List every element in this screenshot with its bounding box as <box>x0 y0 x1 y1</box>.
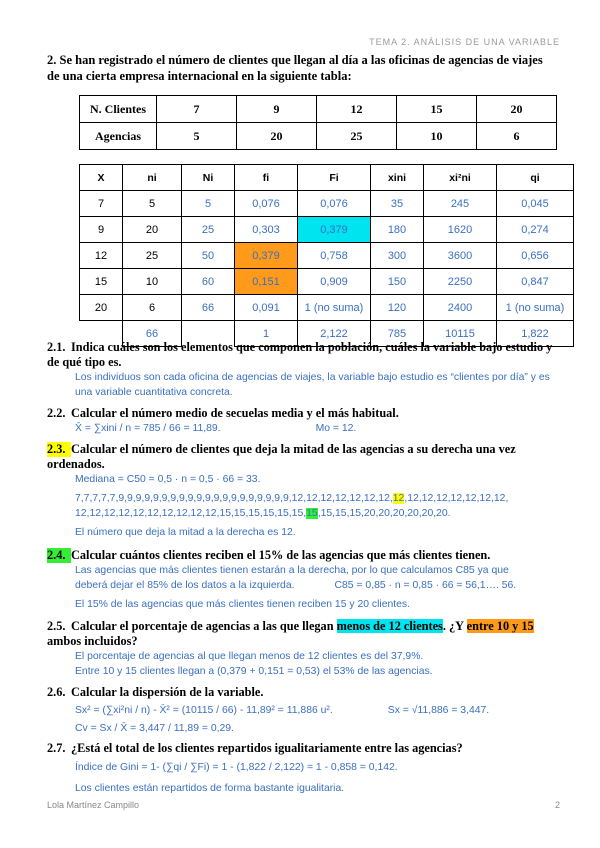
col-header: xi²ni <box>424 165 497 191</box>
section-title-text: Calcular cuántos clientes reciben el 15% de las agencias que más clientes tienen. <box>71 548 491 562</box>
table-cell: 66 <box>123 321 182 347</box>
section-number: 2.5. <box>47 619 66 633</box>
table-cell: 0,847 <box>497 269 574 295</box>
table-cell: 10 <box>123 269 182 295</box>
table-cell: 0,045 <box>497 191 574 217</box>
section-2-4 <box>47 548 562 612</box>
table-cell: 60 <box>182 269 235 295</box>
frequency-table <box>79 164 574 347</box>
question-number: 2. <box>47 53 57 67</box>
table-cell: 0,303 <box>235 217 298 243</box>
title-part: Calcular el porcentaje de agencias a las que llegan <box>71 619 337 633</box>
table-cell: 6 <box>123 295 182 321</box>
conclusion: Los clientes están repartidos de forma bastante igualitaria. <box>75 783 345 794</box>
table-cell: 0,656 <box>497 243 574 269</box>
page-number: 2 <box>554 800 560 810</box>
std-dev-formula: Sx = √11,886 = 3,447. <box>387 705 490 716</box>
table-cell: 25 <box>317 123 397 150</box>
section-number: 2.3. <box>47 442 71 457</box>
table-cell: 15 <box>397 96 477 123</box>
table-cell: 1620 <box>424 217 497 243</box>
section-title-text: Calcular la dispersión de la variable. <box>71 685 264 699</box>
table-cell: 300 <box>371 243 424 269</box>
percentile-formula: C85 = 0,85 · n = 0,85 · 66 = 56,1…. 56. <box>334 580 517 591</box>
answer-text <box>47 421 562 436</box>
table-cell: 50 <box>182 243 235 269</box>
table-cell: 1 (no suma) <box>298 295 371 321</box>
percentile-highlight: 15 <box>306 508 318 519</box>
section-title-text: ¿Está el total de los clientes repartidos igualitariamente entre las agencias? <box>71 741 463 755</box>
answer-line: Entre 10 y 15 clientes llegan a (0,379 + 0,151 = 0,53) el 53% de las agencias. <box>75 666 433 677</box>
table-row <box>80 123 557 150</box>
table-cell: 0,909 <box>298 269 371 295</box>
median-conclusion: El número que deja la mitad a la derecha es 12. <box>75 527 296 538</box>
title-part: ambos incluidos? <box>47 634 138 648</box>
col-header: Ni <box>182 165 235 191</box>
table-cell: 180 <box>371 217 424 243</box>
table-cell: 0,076 <box>298 191 371 217</box>
section-title-text: Calcular el número medio de secuelas media y el más habitual. <box>71 406 399 420</box>
col-header: X <box>80 165 123 191</box>
section-2-6 <box>47 685 562 736</box>
table-cell: 150 <box>371 269 424 295</box>
table-cell: 2250 <box>424 269 497 295</box>
table-cell: 9 <box>80 217 123 243</box>
table-cell: 12 <box>317 96 397 123</box>
table-cell: 20 <box>80 295 123 321</box>
question-statement: Se han registrado el número de clientes que llegan al día a las oficinas de agencias de viajes de una cierta empresa internacional en la siguiente tabla: <box>47 53 543 83</box>
table-row <box>80 243 574 269</box>
section-number: 2.4. <box>47 548 71 563</box>
table-cell: 5 <box>123 191 182 217</box>
section-number: 2.7. <box>47 741 66 755</box>
table-cell: 1 <box>235 321 298 347</box>
table-cell: 25 <box>123 243 182 269</box>
section-title-text: Calcular el número de clientes que deja la mitad de las agencias a su derecha una vez ordenados. <box>47 442 516 471</box>
gini-formula: Índice de Gini = 1- (∑qi / ∑Fi) = 1 - (1,822 / 2,122) = 1 - 0,858 = 0,142. <box>75 762 398 773</box>
table-cell: 35 <box>371 191 424 217</box>
sequence-part: 12,12,12,12,12,12,12,12,12,12,15,15,15,15,15,15, <box>75 508 307 519</box>
col-header: qi <box>497 165 574 191</box>
table-cell: 2,122 <box>298 321 371 347</box>
table-cell: 20 <box>123 217 182 243</box>
table-cell: 10 <box>397 123 477 150</box>
table-row <box>80 217 574 243</box>
answer-line: El 15% de las agencias que más clientes tienen reciben 15 y 20 clientes. <box>75 599 411 610</box>
table-cell: 0,091 <box>235 295 298 321</box>
table-cell: 20 <box>237 123 317 150</box>
title-part: . ¿Y <box>442 619 467 633</box>
sequence-line <box>75 506 562 521</box>
table-cell: N. Clientes <box>80 96 157 123</box>
section-title-text: Indica cuáles son los elementos que componen la población, cuáles la variable bajo estudio y de qué tipo es. <box>47 340 553 369</box>
table-row <box>80 269 574 295</box>
table-cell: 12 <box>80 243 123 269</box>
table-cell: 1,822 <box>497 321 574 347</box>
section-2-2 <box>47 406 562 436</box>
section-2-1 <box>47 340 562 400</box>
col-header: xini <box>371 165 424 191</box>
section-number: 2.2. <box>47 406 66 420</box>
table-cell: 25 <box>182 217 235 243</box>
footer-author: Lola Martínez Campillo <box>47 800 140 810</box>
sequence-part: 7,7,7,7,7,9,9,9,9,9,9,9,9,9,9,9,9,9,9,9,9,9,9,9,9,12,12,12,12,12,12,12, <box>75 493 393 504</box>
section-title <box>47 340 562 370</box>
answer-text <box>47 700 562 736</box>
table-cell: 5 <box>182 191 235 217</box>
median-formula: Mediana = C50 = 0,5 · n = 0,5 · 66 = 33. <box>75 474 261 485</box>
question-text <box>47 52 557 84</box>
answer-text <box>47 649 562 679</box>
section-number: 2.1. <box>47 340 66 354</box>
table-cell: 20 <box>477 96 557 123</box>
data-table <box>79 95 557 150</box>
answer-text <box>47 756 562 796</box>
section-2-5 <box>47 619 562 679</box>
section-title <box>47 442 562 472</box>
sequence-line <box>75 491 562 506</box>
median-highlight: 12 <box>392 493 405 504</box>
table-cell: 66 <box>182 295 235 321</box>
variance-formula: Sx² = (∑xi²ni / n) - X̄² = (10115 / 66) - 11,89² = 11,886 u². <box>75 705 333 716</box>
page-header: TEMA 2. ANÁLISIS DE UNA VARIABLE <box>369 37 560 47</box>
table-row <box>80 191 574 217</box>
answer-text <box>47 563 562 612</box>
title-highlight: menos de 12 clientes <box>336 619 443 633</box>
col-header: fi <box>235 165 298 191</box>
answer-part: deberá dejar el 85% de los datos a la izquierda. <box>75 580 295 591</box>
table-cell: 1 (no suma) <box>497 295 574 321</box>
table-cell: 7 <box>80 191 123 217</box>
answer-text <box>47 472 562 540</box>
table-header-row <box>80 165 574 191</box>
table-cell: 2400 <box>424 295 497 321</box>
table-cell-highlighted: 0,379 <box>235 243 298 269</box>
cv-formula: Cv = Sx / X̄ = 3,447 / 11,89 = 0,29. <box>75 723 234 734</box>
table-cell: 9 <box>237 96 317 123</box>
mode-value: Mo = 12. <box>315 423 357 434</box>
answer-line <box>75 578 562 593</box>
answer-line: Las agencias que más clientes tienen estarán a la derecha, por lo que calculamos C85 ya que <box>75 565 509 576</box>
answer-text: Los individuos son cada oficina de agencias de viajes, la variable bajo estudio es “clientes por día” y es una variable cuantitativa concreta. <box>75 372 550 398</box>
table-cell: 6 <box>477 123 557 150</box>
section-title <box>47 548 562 563</box>
table-cell: 5 <box>157 123 237 150</box>
sequence-part: ,15,15,15,20,20,20,20,20,20. <box>317 508 451 519</box>
table-cell: 785 <box>371 321 424 347</box>
col-header: Fi <box>298 165 371 191</box>
table-cell: Agencias <box>80 123 157 150</box>
table-cell-highlighted: 0,151 <box>235 269 298 295</box>
table-cell: 7 <box>157 96 237 123</box>
col-header: ni <box>123 165 182 191</box>
section-title <box>47 685 562 700</box>
table-cell: 0,274 <box>497 217 574 243</box>
table-cell: 120 <box>371 295 424 321</box>
table-cell: 245 <box>424 191 497 217</box>
section-2-3 <box>47 442 562 540</box>
section-2-7 <box>47 741 562 796</box>
table-cell: 15 <box>80 269 123 295</box>
section-number: 2.6. <box>47 685 66 699</box>
table-cell: 10115 <box>424 321 497 347</box>
table-cell: 0,758 <box>298 243 371 269</box>
sequence-part: ,12,12,12,12,12,12,12, <box>404 493 509 504</box>
table-cell: 0,076 <box>235 191 298 217</box>
answer-line <box>75 703 562 718</box>
title-highlight: entre 10 y 15 <box>466 619 534 633</box>
table-row <box>80 96 557 123</box>
section-title <box>47 619 562 649</box>
section-title <box>47 406 562 421</box>
mean-formula: X̄ = ∑xini / n = 785 / 66 = 11,89. <box>75 423 221 434</box>
table-cell: 3600 <box>424 243 497 269</box>
table-row <box>80 295 574 321</box>
answer-line: El porcentaje de agencias al que llegan menos de 12 clientes es del 37,9%. <box>75 651 424 662</box>
section-title <box>47 741 562 756</box>
table-cell-highlighted: 0,379 <box>298 217 371 243</box>
